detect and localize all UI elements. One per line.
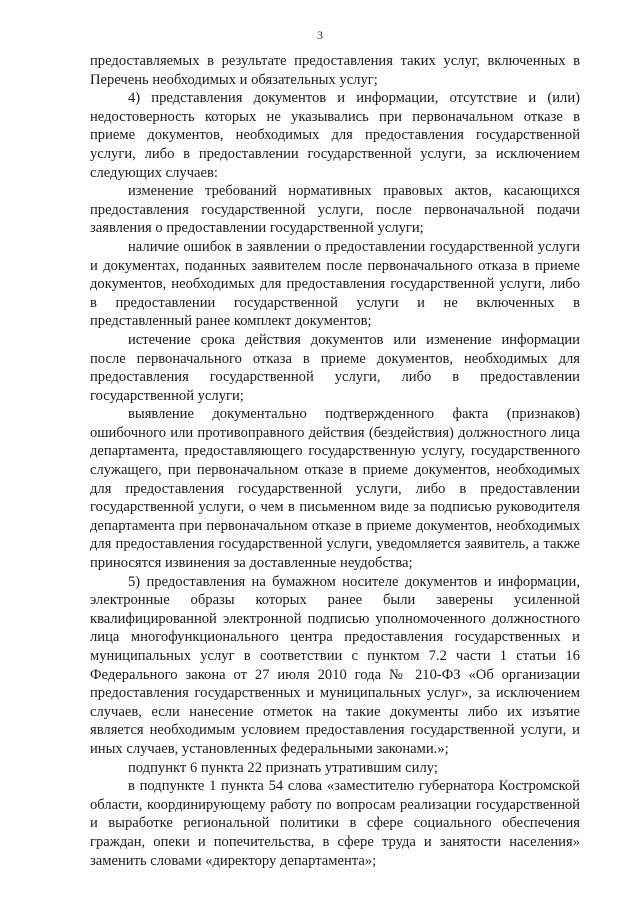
paragraph-item-4: 4) представления документов и информации, отсутствие и (или) недостоверность которых не указывались при первоначальном отказе в приеме документов, необходимых для предоставления государственной услуги, либо в предоставлении государственной услуги, за исключением следующих случаев: — [90, 90, 580, 181]
paragraph-continuation: предоставляемых в результате предоставления таких услуг, включенных в Перечень необходимых и обязательных услуг; — [90, 53, 580, 88]
paragraph-case-expiry: истечение срока действия документов или изменение информации после первоначального отказа в приеме документов, необходимых для предоставления государственной услуги, либо в предоставлении государственной услуги; — [90, 331, 580, 404]
paragraph-case-errors: наличие ошибок в заявлении о предоставлении государственной услуги и документах, поданных заявителем после первоначального отказа в приеме документов, необходимых для предоставления государственной услуги, либо в предоставлении государственной услуги и не включенных в представленный ранее комплект документов; — [90, 238, 580, 330]
paragraph-item-54-amendment: в подпункте 1 пункта 54 слова «заместителю губернатора Костромской области, координирующему работу по вопросам реализации государственной и выработке региональной политики в сфере социального обеспечения граждан, опеки и попечительства, в сфере труда и занятости населения» заменить словами «директору департамента»; — [90, 778, 580, 869]
document-body — [90, 52, 580, 870]
paragraph-case-requirements-change: изменение требований нормативных правовых актов, касающихся предоставления государственной услуги, после первоначальной подачи заявления о предоставлении государственной услуги; — [90, 183, 580, 237]
page-number: 3 — [317, 28, 323, 42]
paragraph-case-wrongful-action: выявление документально подтвержденного факта (признаков) ошибочного или противоправного действия (бездействия) должностного лица департамента, предоставляющего государственную услугу, государственного служащего, при первоначальном отказе в приеме документов, необходимых для предоставления государственной услуги, либо в предоставлении государственной услуги, о чем в письменном виде за подписью руководителя департамента при первоначальном отказе в приеме документов, необходимых для предоставления государственной услуги, уведомляется заявитель, а также приносятся извинения за доставленные неудобства; — [90, 406, 580, 572]
paragraph-subitem-6-repeal: подпункт 6 пункта 22 признать утратившим силу; — [128, 759, 438, 776]
paragraph-item-5: 5) предоставления на бумажном носителе документов и информации, электронные образы которых ранее были заверены усиленной квалифицированной электронной подписью уполномоченного должностного лица многофункционального центра предоставления государственных и муниципальных услуг в соответствии с пунктом 7.2 части 1 статьи 16 Федерального закона от 27 июля 2010 года № 210-ФЗ «Об организации предоставления государственных и муниципальных услуг», за исключением случаев, если нанесение отметок на такие документы либо их изъятие является необходимым условием предоставления государственной услуги, и иных случаев, установленных федеральными законами.»; — [90, 573, 580, 757]
